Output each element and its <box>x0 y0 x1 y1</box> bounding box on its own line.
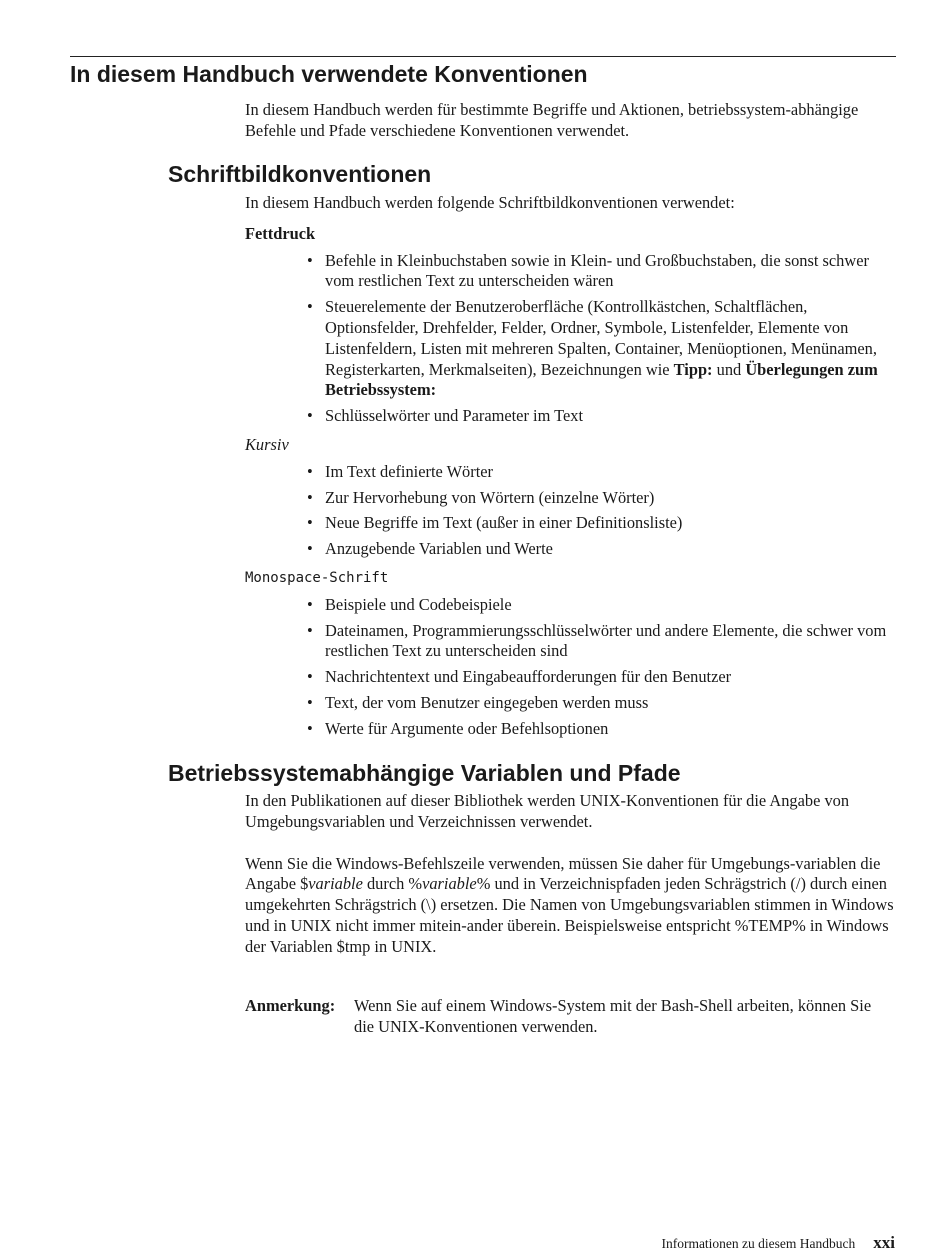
bold-list <box>245 251 895 427</box>
os-paragraph-1: In den Publikationen auf dieser Bibliothek werden UNIX-Konventionen für die Angabe von Umgebungsvariablen und Verzeichnissen verwendet. <box>245 791 850 831</box>
list-item: • Beispiele und Codebeispiele <box>307 594 512 614</box>
note-label: Anmerkung: <box>245 996 336 1015</box>
section-title: In diesem Handbuch verwendete Konventionen <box>70 61 588 87</box>
typography-heading: Schriftbildkonventionen <box>168 161 432 187</box>
top-rule <box>70 56 896 57</box>
list-item: • Schlüsselwörter und Parameter im Text <box>307 406 584 426</box>
note-text: Wenn Sie auf einem Windows-System mit der Bash-Shell arbeiten, können Sie die UNIX-Konventionen verwenden. <box>354 996 872 1036</box>
term-bold: Fettdruck <box>245 223 316 243</box>
os-body <box>245 791 895 958</box>
list-item: • Befehle in Kleinbuchstaben sowie in Klein- und Großbuchstaben, die sonst schwer vom restlichen Text zu unterscheiden wären <box>307 250 869 291</box>
list-item: • Zur Hervorhebung von Wörtern (einzelne Wörter) <box>307 487 655 507</box>
list-item: • Neue Begriffe im Text (außer in einer Definitionsliste) <box>307 513 683 533</box>
italic-list <box>245 462 895 560</box>
list-item: • Steuerelemente der Benutzeroberfläche (Kontrollkästchen, Schaltflächen, Optionsfelder, Drehfelder, Felder, Ordner, Symbole, Listenfelder, Elemente von Listenfeldern, Listen mit mehreren Spalten, Container, Menüoptionen, Menünamen, Registerkarten, Merkmalseiten), Bezeichnungen wie Tipp: und Überlegungen zum Betriebssystem: <box>307 297 878 400</box>
list-item: • Dateinamen, Programmierungsschlüsselwörter und andere Elemente, die schwer vom restlichen Text zu unterscheiden sind <box>307 620 887 661</box>
list-item: • Anzugebende Variablen und Werte <box>307 539 553 559</box>
note <box>245 996 895 1038</box>
list-item: • Nachrichtentext und Eingabeaufforderungen für den Benutzer <box>307 667 732 687</box>
list-item: • Werte für Argumente oder Befehlsoptionen <box>307 718 609 738</box>
os-paragraph-2: Wenn Sie die Windows-Befehlszeile verwenden, müssen Sie daher für Umgebungs-variablen die Angabe $variable durch %variable% und in Verzeichnispfaden jeden Schrägstrich (/) durch einen umgekehrten Schrägstrich (\) ersetzen. Die Namen von Umgebungsvariablen stimmen in Windows und in UNIX nicht immer mitein-ander überein. Beispielsweise entspricht %TEMP% in Windows der Variablen $tmp in UNIX. <box>245 853 894 956</box>
typography-heading-wrap <box>168 160 431 188</box>
term-italic: Kursiv <box>245 434 289 454</box>
typography-intro: In diesem Handbuch werden folgende Schriftbildkonventionen verwendet: <box>245 193 735 212</box>
section-intro: In diesem Handbuch werden für bestimmte Begriffe und Aktionen, betriebssystem-abhängige Befehle und Pfade verschiedene Konventionen verwendet. <box>245 100 859 140</box>
os-heading-wrap <box>168 759 681 787</box>
footer-chapter: Informationen zu diesem Handbuch <box>661 1236 856 1251</box>
page-footer <box>661 1233 895 1254</box>
mono-list <box>245 595 895 740</box>
typography-body <box>245 193 895 745</box>
term-mono: Monospace-Schrift <box>245 569 389 586</box>
page-number: xxi <box>873 1233 895 1252</box>
list-item: • Text, der vom Benutzer eingegeben werden muss <box>307 692 649 712</box>
list-item: • Im Text definierte Wörter <box>307 461 494 481</box>
os-heading: Betriebssystemabhängige Variablen und Pfade <box>168 760 681 786</box>
